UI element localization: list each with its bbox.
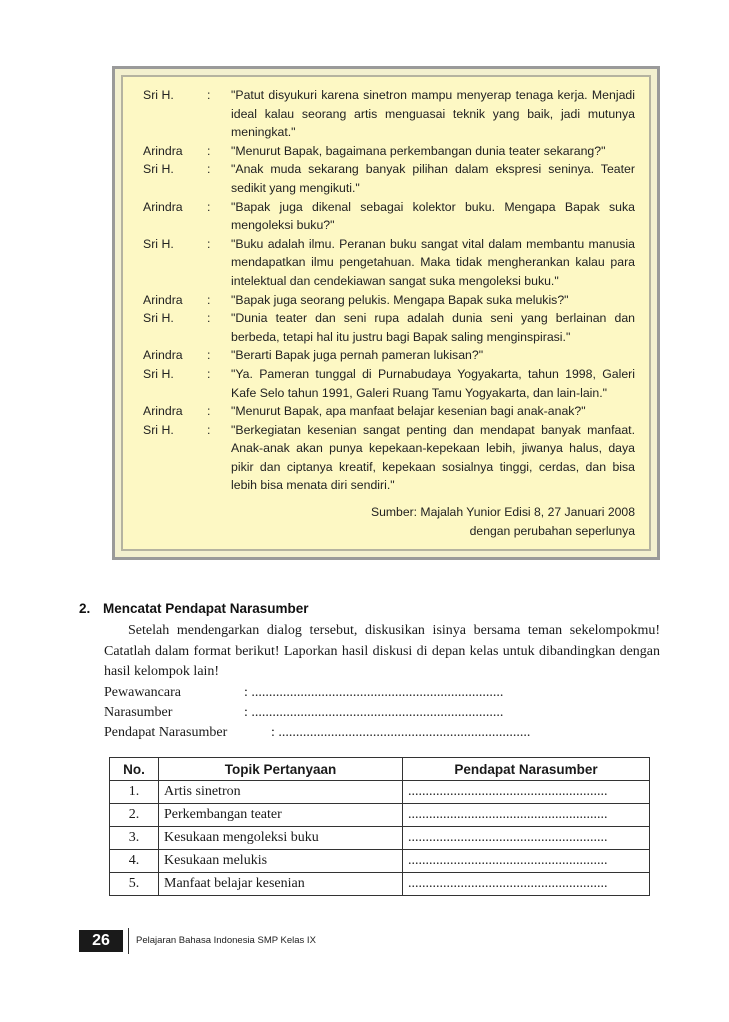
field-label: Narasumber [104, 705, 173, 720]
dialog-line [143, 142, 637, 161]
dialog-line [143, 309, 637, 346]
dialog-line [143, 402, 637, 421]
row-number: 1. [110, 781, 159, 804]
instruction-paragraph: Setelah mendengarkan dialog tersebut, diskusikan isinya bersama teman sekelompokmu! Catatlah dalam format berikut! Laporkan hasil diskusi di depan kelas untuk dibandingkan dengan hasil kelompok lain! [104, 623, 660, 679]
header-topic: Topik Pertanyaan [159, 758, 403, 781]
source-citation [335, 503, 635, 541]
utterance: "Berkegiatan kesenian sangat penting dan mendapat banyak manfaat. Anak-anak akan punya kepekaan-kepekaan lebih, jiwanya halus, daya pikir dan ciptanya kreatif, kepekaan sosialnya tinggi, cerdas, dan bisa lebih bisa menata diri sendiri." [231, 422, 635, 493]
opinion-field [104, 723, 530, 743]
utterance: "Ya. Pameran tunggal di Purnabudaya Yogyakarta, tahun 1998, Galeri Kafe Selo tahun 1991, Galeri Ruang Tamu Yogyakarta, dan lain-lain." [231, 366, 635, 400]
speaker: Arindra [143, 292, 183, 307]
table-row [110, 781, 650, 804]
row-topic: Manfaat belajar kesenian [159, 873, 403, 896]
table-row [110, 827, 650, 850]
source-person-field [104, 703, 503, 723]
header-no: No. [110, 758, 159, 781]
row-number: 3. [110, 827, 159, 850]
utterance: "Bapak juga seorang pelukis. Mengapa Bapak suka melukis?" [231, 292, 569, 307]
table-row [110, 850, 650, 873]
dialog-line [143, 86, 637, 142]
row-topic: Kesukaan melukis [159, 850, 403, 873]
utterance: "Menurut Bapak, bagaimana perkembangan dunia teater sekarang?" [231, 143, 606, 158]
interviewer-field [104, 683, 503, 703]
utterance: "Menurut Bapak, apa manfaat belajar kesenian bagi anak-anak?" [231, 404, 586, 419]
utterance: "Berarti Bapak juga pernah pameran lukisan?" [231, 348, 484, 363]
colon: : [207, 236, 211, 251]
colon: : [207, 311, 211, 326]
row-answer-blank: ......................................................... [403, 781, 650, 804]
dialog-line [143, 346, 637, 365]
row-topic: Kesukaan mengoleksi buku [159, 827, 403, 850]
colon: : [207, 199, 211, 214]
section-number: 2. [79, 601, 91, 616]
source-line: Sumber: Majalah Yunior Edisi 8, 27 Januari 2008 [370, 505, 635, 519]
field-blank: : ........................................................................ [244, 705, 504, 720]
speaker: Sri H. [143, 88, 174, 102]
utterance: "Anak muda sekarang banyak pilihan dalam ekspresi seninya. Teater sedikit yang mengikuti." [231, 162, 635, 195]
row-number: 2. [110, 804, 159, 827]
table-header-row [110, 758, 650, 781]
row-answer-blank: ......................................................... [403, 827, 650, 850]
section-title: Mencatat Pendapat Narasumber [103, 601, 309, 616]
colon: : [207, 366, 211, 381]
colon: : [207, 162, 211, 177]
footer-divider [128, 928, 129, 954]
row-answer-blank: ......................................................... [403, 804, 650, 827]
header-opinion: Pendapat Narasumber [403, 758, 650, 781]
field-blank: : ........................................................................ [271, 725, 531, 740]
speaker: Arindra [143, 143, 183, 158]
speaker: Sri H. [143, 162, 174, 177]
row-answer-blank: ......................................................... [403, 850, 650, 873]
speaker: Sri H. [143, 311, 174, 326]
speaker: Arindra [143, 348, 183, 363]
colon: : [207, 143, 211, 158]
utterance: "Patut disyukuri karena sinetron mampu menyerap tenaga kerja. Menjadi ideal kalau seorang artis menguasai teknik yang baik, jadi mutunya meningkat." [231, 88, 635, 140]
colon: : [207, 88, 211, 102]
field-blank: : ........................................................................ [244, 685, 504, 700]
table-row [110, 873, 650, 896]
dialog-line [143, 291, 637, 310]
speaker: Sri H. [143, 236, 174, 251]
row-number: 5. [110, 873, 159, 896]
book-title: Pelajaran Bahasa Indonesia SMP Kelas IX [136, 935, 316, 946]
report-table [109, 757, 650, 896]
source-note: dengan perubahan seperlunya [469, 524, 635, 538]
speaker: Arindra [143, 199, 183, 214]
field-label: Pendapat Narasumber [104, 725, 228, 740]
dialog-line [143, 235, 637, 291]
section-heading [79, 601, 309, 616]
dialog-line [143, 198, 637, 235]
utterance: "Dunia teater dan seni rupa adalah dunia seni yang berlainan dan berbeda, tetapi hal itu justru bagi Bapak saling menginspirasi." [231, 311, 635, 344]
dialog-line [143, 421, 637, 495]
table-row [110, 804, 650, 827]
speaker: Sri H. [143, 422, 174, 437]
utterance: "Buku adalah ilmu. Peranan buku sangat vital dalam membantu manusia mendapatkan ilmu pengetahuan. Maka tidak mengherankan kalau para intelektual dan cendekiawan sangat suka mengoleksi buku." [231, 236, 635, 288]
colon: : [207, 348, 211, 363]
row-answer-blank: ......................................................... [403, 873, 650, 896]
utterance: "Bapak juga dikenal sebagai kolektor buku. Mengapa Bapak suka mengoleksi buku?" [231, 199, 635, 233]
colon: : [207, 292, 211, 307]
colon: : [207, 404, 211, 419]
speaker: Arindra [143, 404, 183, 419]
row-topic: Artis sinetron [159, 781, 403, 804]
page-number: 26 [79, 930, 123, 952]
interview-dialog [143, 86, 637, 495]
dialog-line [143, 365, 637, 402]
row-number: 4. [110, 850, 159, 873]
row-topic: Perkembangan teater [159, 804, 403, 827]
colon: : [207, 422, 211, 437]
speaker: Sri H. [143, 366, 174, 381]
field-label: Pewawancara [104, 685, 181, 700]
dialog-line [143, 160, 637, 197]
